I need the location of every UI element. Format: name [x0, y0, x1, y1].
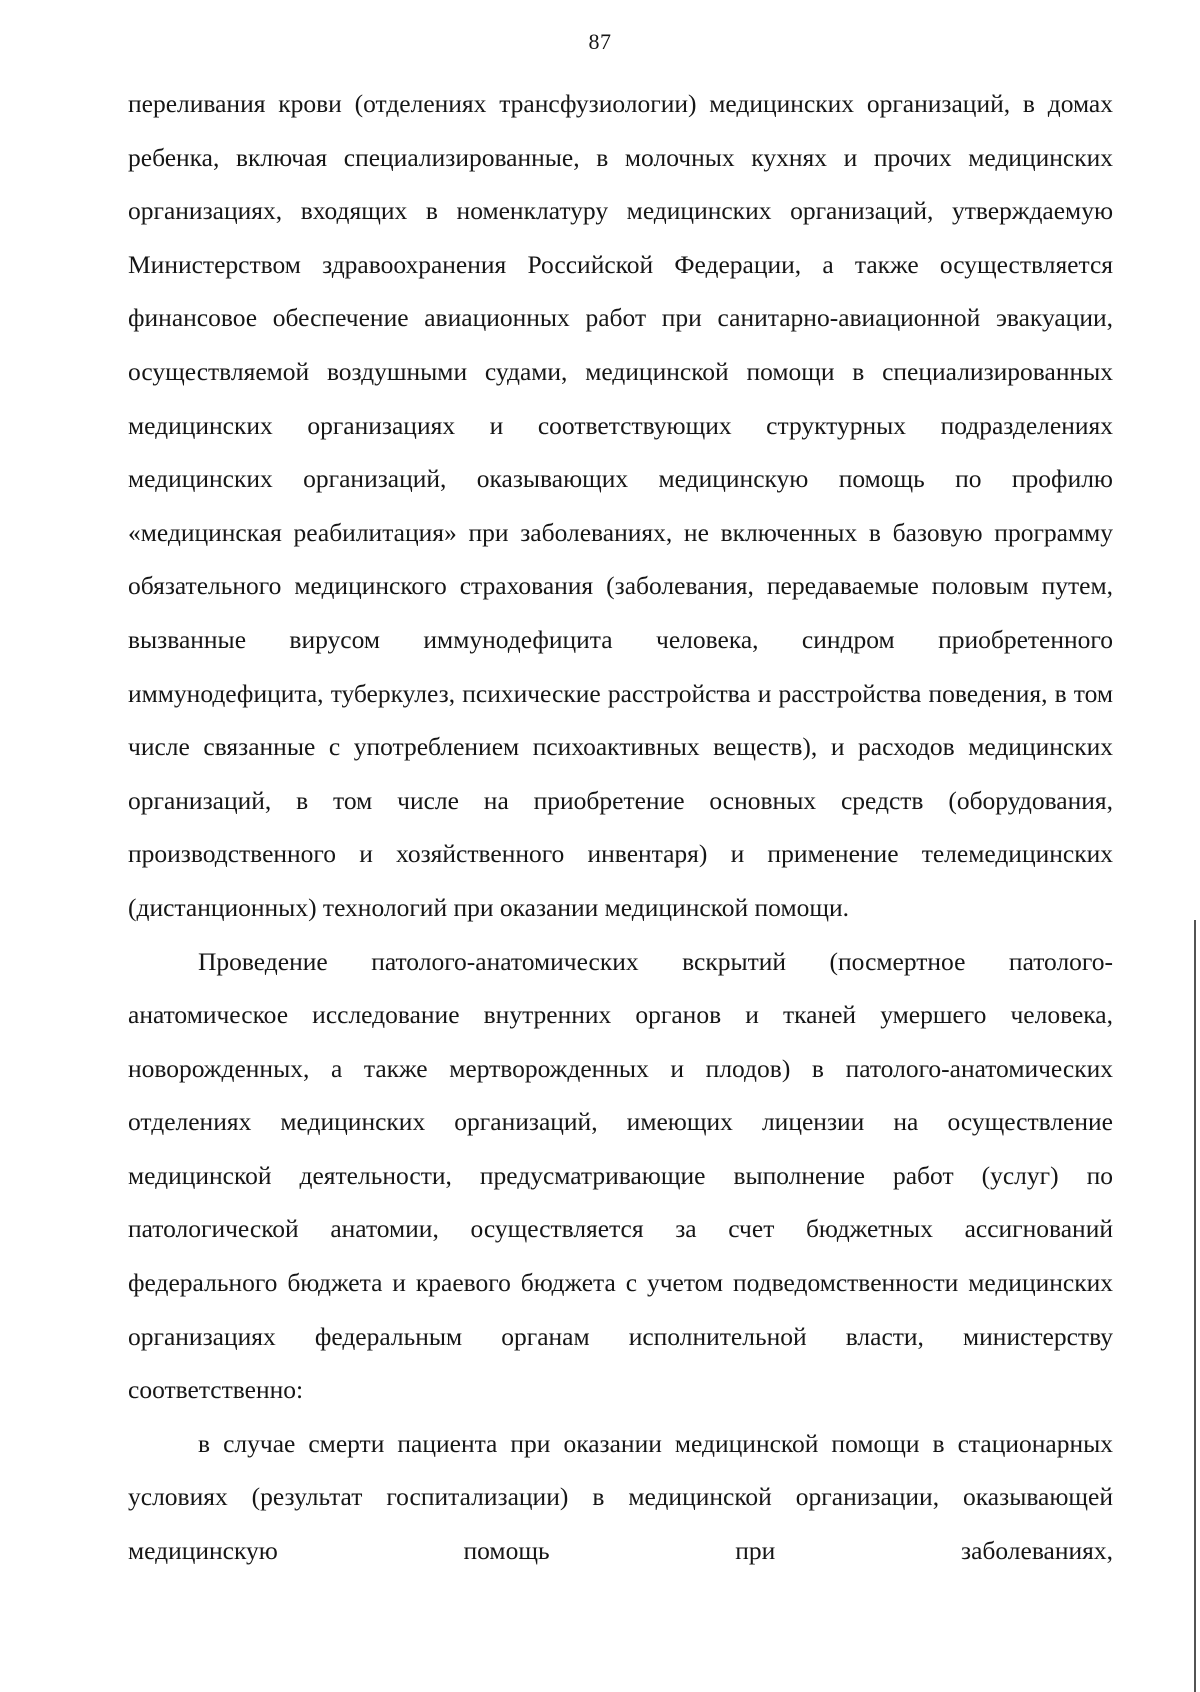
page-number: 87 [588, 29, 612, 54]
paragraph-continuation: переливания крови (отделениях трансфузиологии) медицинских организаций, в домах ребенка, включая специализированные, в молочных кухнях и прочих медицинских организациях, входящих в номенклатуру медицинских организаций, утверждаемую Министерством здравоохранения Российской Федерации, а также осуществляется финансовое обеспечение авиационных работ при санитарно-авиационной эвакуации, осуществляемой воздушными судами, медицинской помощи в специализированных медицинских организациях и соответствующих структурных подразделениях медицинских организаций, оказывающих медицинскую помощь по профилю «медицинская реабилитация» при заболеваниях, не включенных в базовую программу обязательного медицинского страхования (заболевания, передаваемые половым путем, вызванные вирусом иммунодефицита человека, синдром приобретенного иммунодефицита, туберкулез, психические расстройства и расстройства поведения, в том числе связанные с употреблением психоактивных веществ), и расходов медицинских организаций, в том числе на приобретение основных средств (оборудования, производственного и хозяйственного инвентаря) и применение телемедицинских (дистанционных) технологий при оказании медицинской помощи. [128, 89, 1113, 922]
document-body [128, 77, 1113, 1578]
scan-edge-line [1194, 920, 1196, 1692]
paragraph-autopsy: Проведение патолого-анатомических вскрытий (посмертное патолого-анатомическое исследование внутренних органов и тканей умершего человека, новорожденных, а также мертворожденных и плодов) в патолого-анатомических отделениях медицинских организаций, имеющих лицензии на осуществление медицинской деятельности, предусматривающие выполнение работ (услуг) по патологической анатомии, осуществляется за счет бюджетных ассигнований федерального бюджета и краевого бюджета с учетом подведомственности медицинских организациях федеральным органам исполнительной власти, министерству соответственно: [128, 946, 1113, 1405]
paragraph-death-case: в случае смерти пациента при оказании медицинской помощи в стационарных условиях (результат госпитализации) в медицинской организации, оказывающей медицинскую помощь при заболеваниях, [128, 1428, 1113, 1566]
